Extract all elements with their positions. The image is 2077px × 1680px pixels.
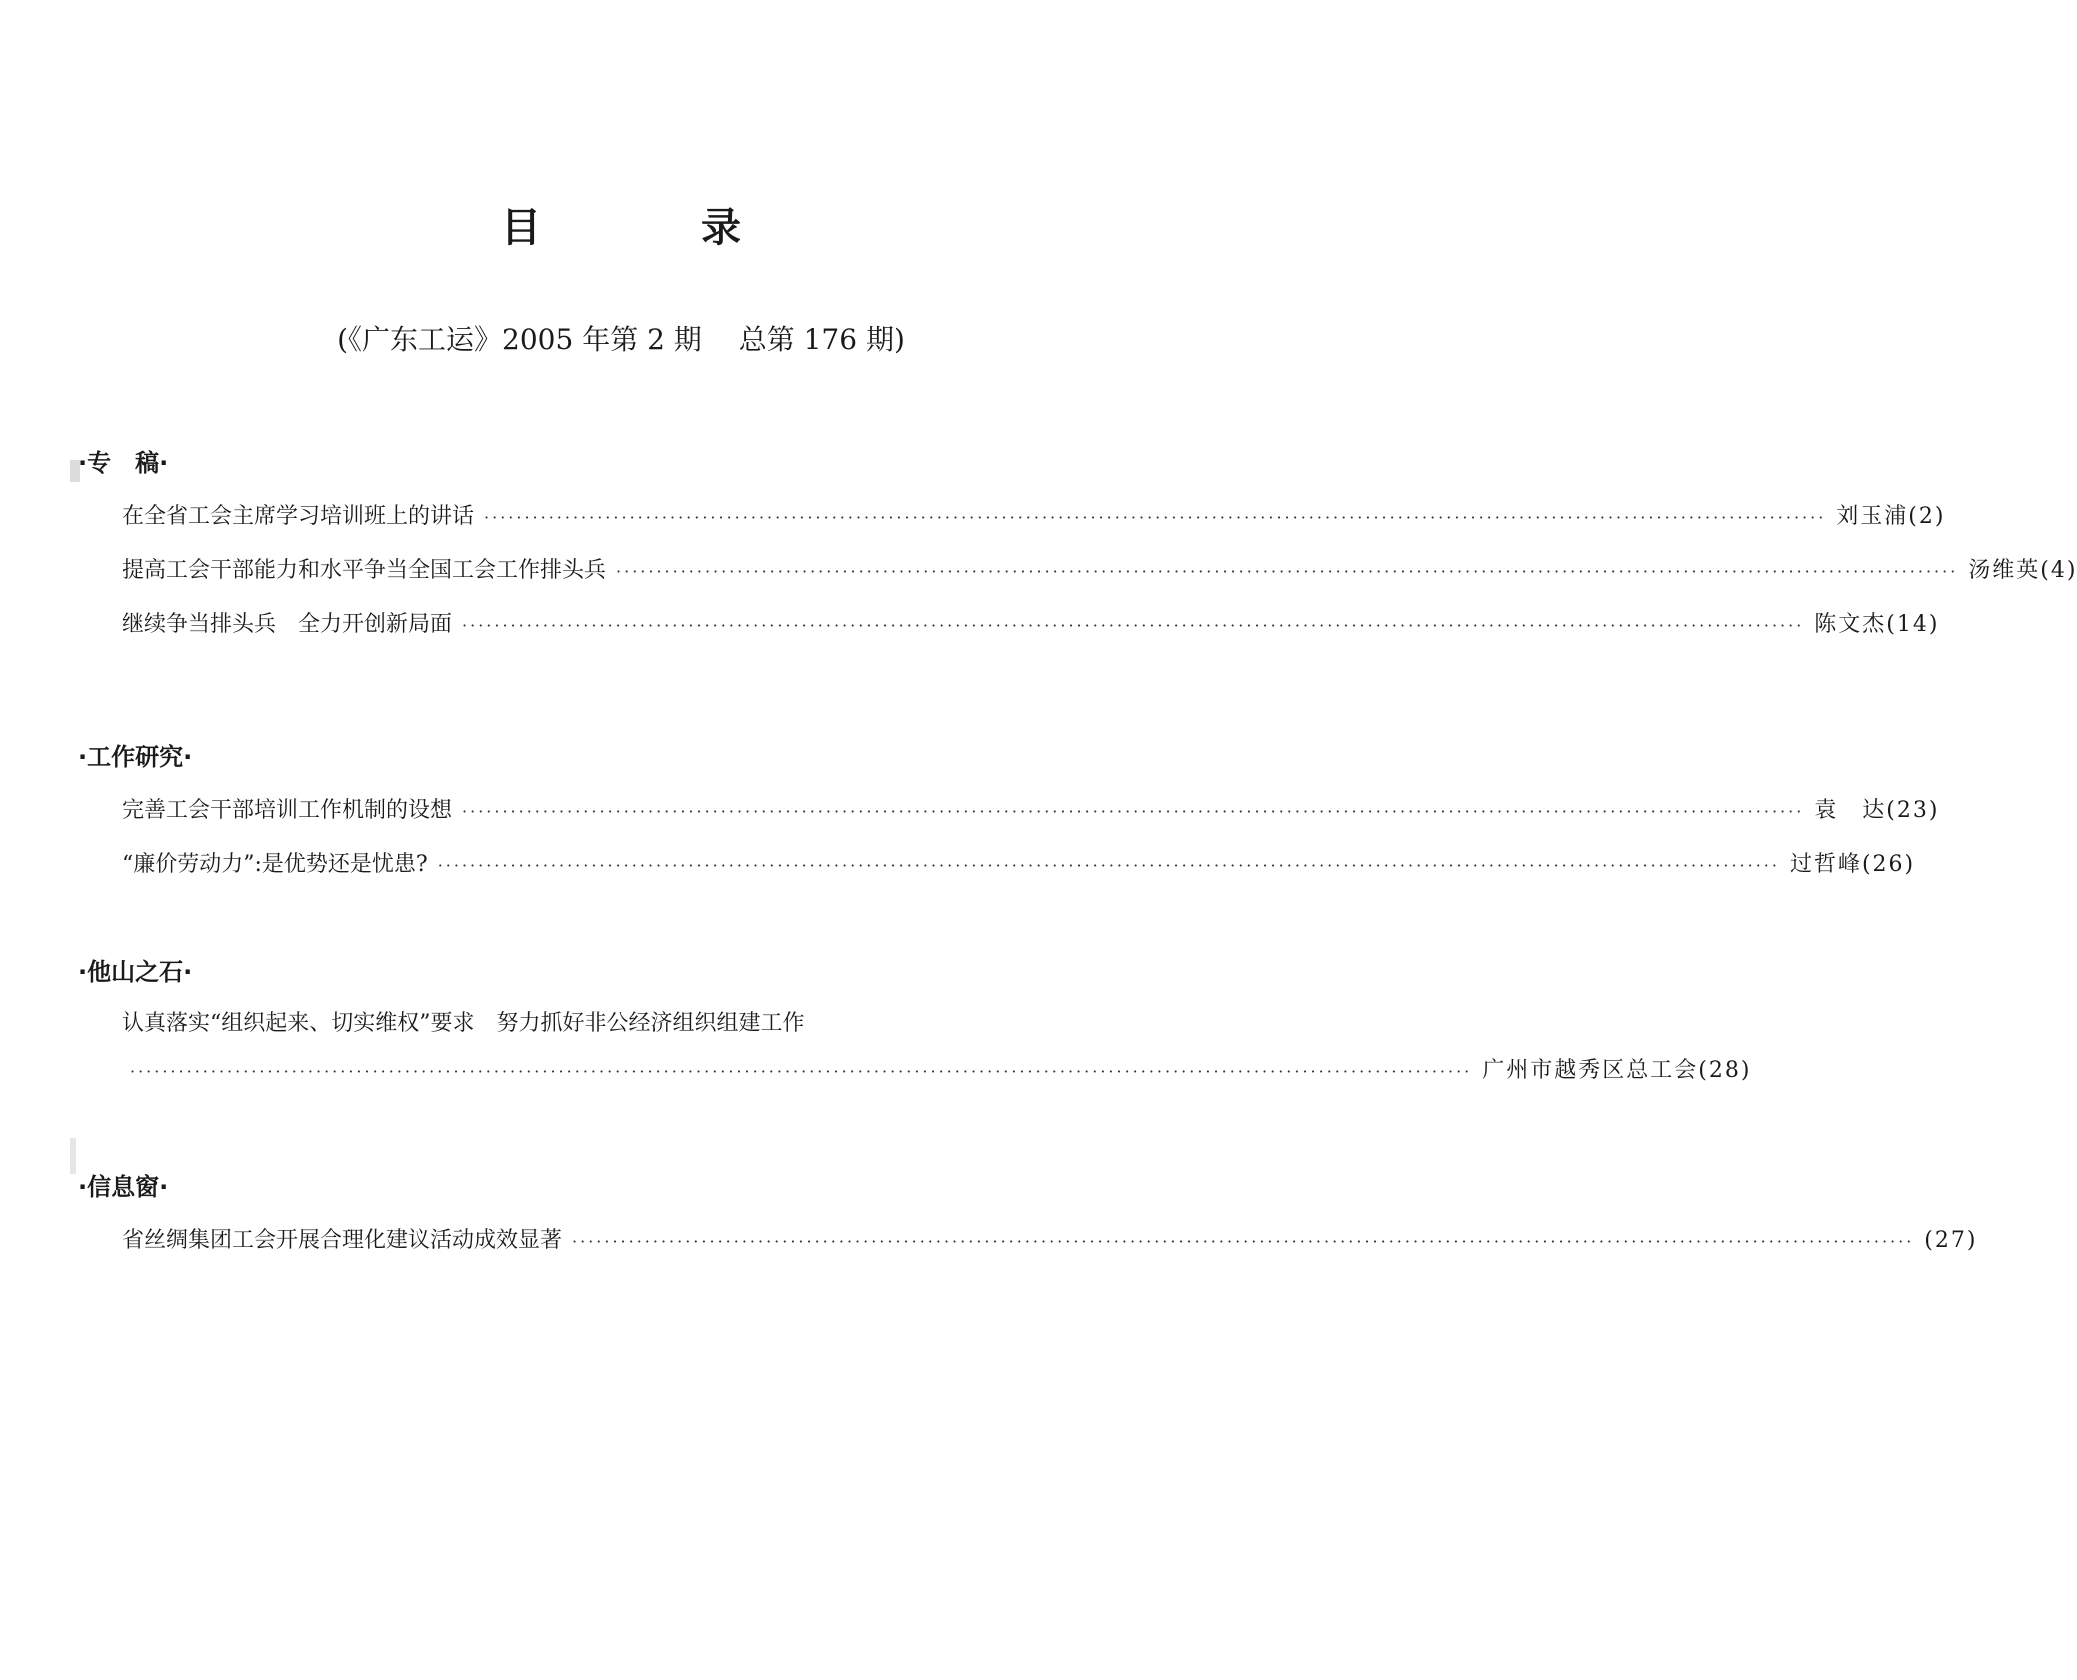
entry-author-page: 汤维英(4): [1968, 558, 2077, 583]
toc-entry[interactable]: [122, 999, 1158, 1049]
entry-author-page: 过哲峰(26): [1789, 852, 1916, 877]
entry-author-page: 袁 达(23): [1814, 798, 1940, 823]
entry-title: “廉价劳动力”:是优势还是忧患?: [122, 852, 428, 877]
toc-entry[interactable]: [122, 544, 2077, 598]
section-zhuangao: [78, 446, 2077, 652]
toc-entry[interactable]: [122, 490, 1946, 544]
entry-title: 完善工会干部培训工作机制的设想: [122, 798, 453, 823]
dot-leader: ······································································································································································: [462, 616, 1805, 635]
dot-leader: ······································································································································································: [130, 1062, 1473, 1081]
entry-title: 继续争当排头兵 全力开创新局面: [122, 612, 453, 637]
section-heading: ·专 稿·: [78, 449, 169, 477]
entry-author-page: 广州市越秀区总工会(28): [1482, 1058, 1752, 1083]
toc-entry[interactable]: [122, 838, 1916, 892]
dot-leader: ······································································································································································: [616, 562, 1959, 581]
section-heading: ·他山之石·: [78, 958, 193, 986]
toc-entry[interactable]: [122, 1214, 1978, 1268]
entry-title: 在全省工会主席学习培训班上的讲话: [122, 504, 475, 529]
dot-leader: ······································································································································································: [437, 856, 1780, 875]
dot-leader: ······································································································································································: [484, 508, 1827, 527]
entry-title: 提高工会干部能力和水平争当全国工会工作排头兵: [122, 558, 607, 583]
dot-leader: ······································································································································································: [462, 802, 1805, 821]
entry-author-page: 陈文杰(14): [1814, 612, 1940, 637]
issue-line: (《广东工运》2005 年第 2 期 总第 176 期): [337, 323, 905, 356]
entry-title: 省丝绸集团工会开展合理化建议活动成效显著: [122, 1228, 563, 1253]
section-heading: ·信息窗·: [78, 1173, 169, 1201]
toc-entry[interactable]: [122, 598, 1940, 652]
scan-mark: [70, 1138, 76, 1174]
toc-entry-continuation[interactable]: [122, 1049, 1752, 1093]
toc-entry[interactable]: [122, 784, 1940, 838]
section-gongzuo-yanjiu: [78, 740, 1940, 892]
section-heading: ·工作研究·: [78, 743, 193, 771]
dot-leader: ······································································································································································: [572, 1232, 1915, 1251]
section-tashan-zhishi: [78, 955, 1752, 1093]
section-xinxi-chuang: [78, 1170, 1978, 1268]
entry-author-page: (27): [1924, 1228, 1978, 1253]
page-title: 目 录: [501, 205, 801, 251]
entry-title: 认真落实“组织起来、切实维权”要求 努力抓好非公经济组织组建工作: [122, 1011, 805, 1036]
entry-author-page: 刘玉浦(2): [1836, 504, 1946, 529]
